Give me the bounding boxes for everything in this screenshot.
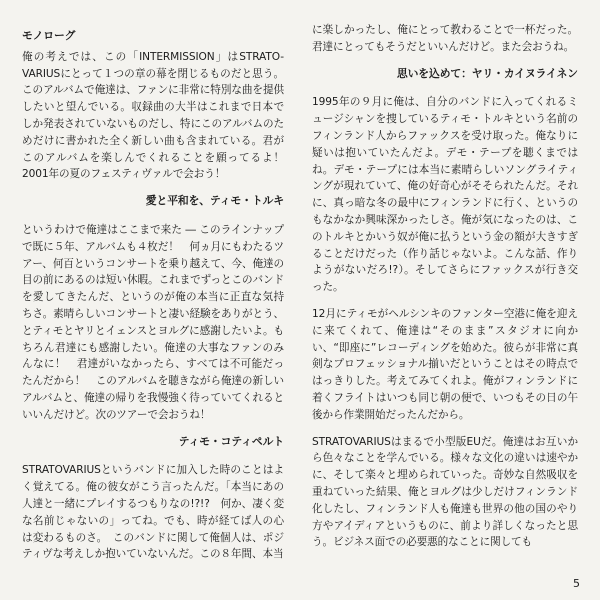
signature-jari-kainulainen: 思いを込めて：ヤリ・カイヌライネン: [396, 66, 578, 80]
page-number: 5: [573, 577, 580, 590]
paragraph-jorg-eu: STRATOVARIUSはまるで小型版EUだ。俺達はお互いから色々なことを学んでいる。様々な文化の違いは速やかに、そして楽々と埋められていった。奇妙な自然吸収を重ねていった結果、俺とヨルグは少しだけフィンランド化したし、フィンランド人も俺達も世界の他の国のやり方やアイディアというものに、前より詳しくなったと思う。ビジネス面での必要悪的なことに関しても: [312, 435, 578, 549]
paragraph-kotipelto: というわけで俺達はここまで来た ― このラインナップで既に５年、アルバムも４枚だ！ 何ヵ月にもわたるツアー、何百というコンサートを乗り越えて、今、俺達の目の前にあるのは短い休暇。これまでずっとこのバンドを愛してきたんだ、というのが俺の本当に正直な気持ちさ。素晴らしいコンサートと凄い経験をありがとう、とティモとヤリとイェンスとヨルグに感謝したいよ。もちろん君達にも感謝したい。俺達の大事なファンのみんなに！ 君達がいなかったら、すべては不可能だったんだから！ このアルバムを聴きながら俺達の新しいアルバムと、俺達の帰りを我慢強く待っていてくれるといいんだけど。次のツアーで会おうね！: [22, 223, 284, 421]
signature-timo-tolkki: 愛と平和を、ティモ・トルキ: [145, 194, 284, 208]
monologue-heading: モノローグ: [22, 29, 76, 42]
paragraph-jorg-december: 12月にティモがヘルシンキのファンター空港に俺を迎えに来てくれて、俺達は“そのまま”スタジオに向かい、“即座に”レコーディングを始めた。彼らが非常に真剣なプロフェッショナル揃いだということはその時点ではっきりした。考えてみてくれよ。俺がフィンランドに着くフライトはいつも同じ朝の便で、いつもその日の午後から作業開始だったんだから。: [312, 307, 578, 421]
paragraph-jorg-1995: 1995年の９月に俺は、自分のバンドに入ってくれるミュージシャンを捜しているティモ・トルキという名前のフィンランド人からファックスを受け取った。俺なりに疑いは抱いていたんだよ。デモ・テープを聴くまではね。デモ・テープには本当に素晴らしいソングライティングが現れていて、俺の好奇心がそそられたんだ。それに、真っ暗な冬の最中にフィンランドに行く、というのもなかなか興味深かったしさ。俺が気になったのは、このトルキとかいう奴が俺に払うという金の額が大きすぎることだけだった（作り話じゃないよ。こんな話、作りようがないだろ!?）。そしてさらにファックスが行き交った。: [312, 96, 578, 294]
left-column: [22, 22, 295, 573]
right-column: [312, 22, 578, 561]
paragraph-torki: 俺の考えでは、この「INTERMISSION」はSTRATO-VARIUSにとって１つの章の幕を閉じるものだと思う。このアルバムで俺達は、ファンに非常に特別な曲を提供したいと望んでいる。収録曲の大半はこれまで日本でしか発表されていないものだし、特にこのアルバムのためだけに書かれた全く新しい曲も含まれている。君がこのアルバムを楽しんでくれることを願ってるよ！ 2001年の夏のフェスティヴァルで会おう！: [22, 50, 295, 181]
paragraph-jari-start: STRATOVARIUSというバンドに加入した時のことはよく覚えてる。俺の彼女がこう言ったんだ。「本当にあの人達と一緒にプレイするつもりなの!?!? 何か、凄く変な名前じゃないの」ってね。でも、時が経てば人の心は変わるものさ。 このバンドに関して俺個人は、ポジティヴな考えしか抱いていないんだ。この８年間、本当: [22, 464, 284, 561]
paragraph-jari-end: に楽しかったし、俺にとって教わることで一杯だった。君達にとってもそうだといいんだけど。また会おうね。: [312, 24, 578, 53]
signature-timo-kotipelto: ティモ・コティペルト: [178, 434, 284, 448]
